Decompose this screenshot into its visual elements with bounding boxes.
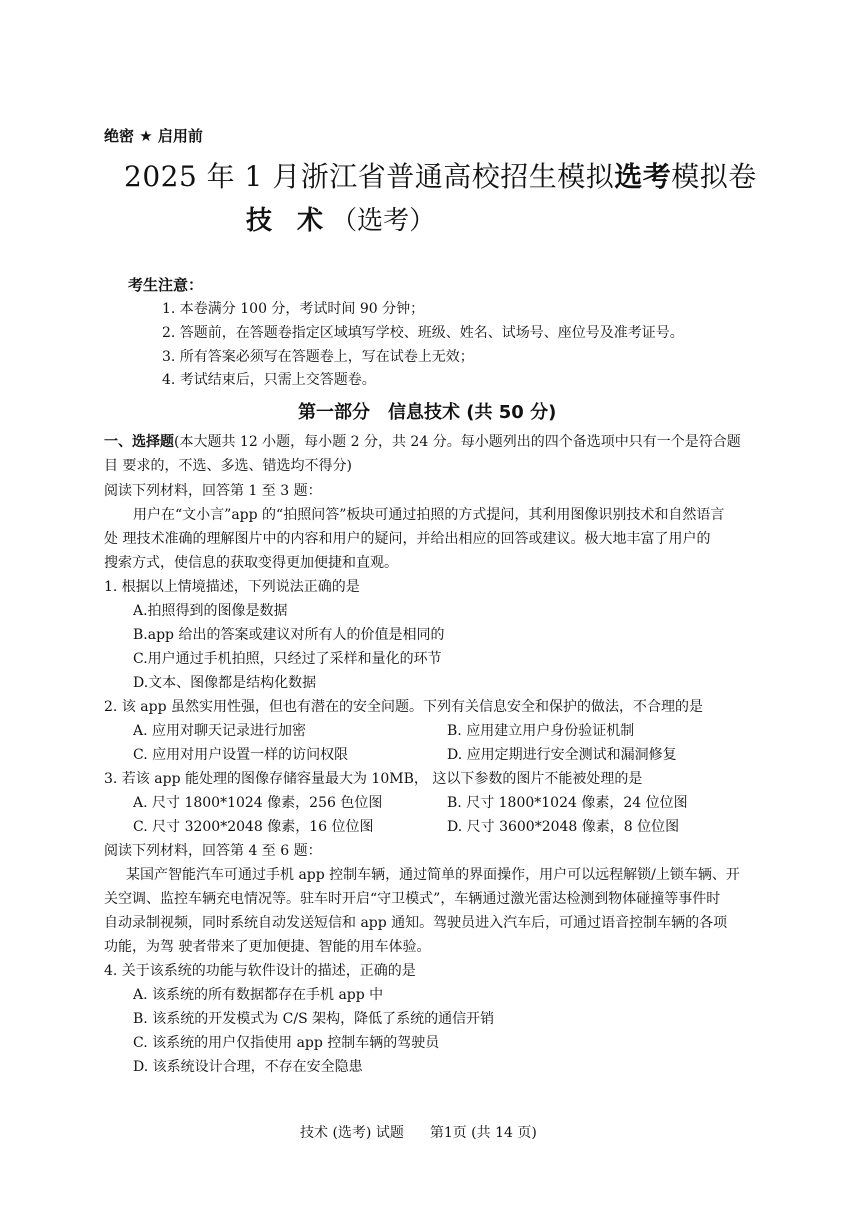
- option: B. 尺寸 1800*1024 像素，24 位位图: [447, 795, 688, 811]
- part-heading: 第一部分 信息技术 (共 50 分): [298, 402, 557, 423]
- subtitle-paren: （选考）: [331, 206, 436, 236]
- option: D.文本、图像都是结构化数据: [133, 675, 317, 691]
- notice-item: 3. 所有答案必须写在答题卷上，写在试卷上无效；: [162, 349, 474, 365]
- section-intro: [104, 431, 741, 451]
- page-footer: [300, 1122, 563, 1142]
- section-label: 一、选择题: [104, 434, 174, 450]
- footer-page-number: 第1页 (共 14 页): [429, 1125, 537, 1141]
- title-part1: 2025 年 1 月浙江省普通高校招生模拟: [124, 160, 615, 193]
- material-line: 功能，为驾 驶者带来了更加便捷、智能的用车体验。: [104, 939, 431, 955]
- option: D. 尺寸 3600*2048 像素，8 位位图: [447, 819, 680, 835]
- question-stem: 3. 若该 app 能处理的图像存储容量最大为 10MB， 这以下参数的图片不能被处理的是: [104, 771, 643, 787]
- option: B. 应用建立用户身份验证机制: [447, 723, 635, 739]
- material-line: 搜索方式，使信息的获取变得更加便捷和直观。: [104, 555, 398, 571]
- notice-item: 2. 答题前，在答题卷指定区域填写学校、班级、姓名、试场号、座位号及准考证号。: [162, 325, 684, 341]
- exam-subtitle: [246, 200, 435, 237]
- option: A. 该系统的所有数据都存在手机 app 中: [133, 987, 384, 1003]
- notice-heading: 考生注意：: [128, 276, 204, 294]
- option: B.app 给出的答案或建议对所有人的价值是相同的: [133, 627, 445, 643]
- title-bold: 选考: [614, 160, 672, 193]
- option: B. 该系统的开发模式为 C/S 架构，降低了系统的通信开销: [133, 1011, 495, 1027]
- option: A. 应用对聊天记录进行加密: [133, 723, 307, 739]
- title-part2: 模拟卷: [671, 160, 757, 193]
- section-desc-cont: 目 要求的，不选、多选、错选均不得分): [104, 458, 352, 474]
- option: D. 该系统设计合理，不存在安全隐患: [133, 1059, 363, 1075]
- notice-item: 4. 考试结束后，只需上交答题卷。: [162, 372, 376, 388]
- section-desc: (本大题共 12 小题，每小题 2 分，共 24 分。每小题列出的四个备选项中只有一个是符合题: [174, 434, 741, 450]
- option: C. 该系统的用户仅指使用 app 控制车辆的驾驶员: [133, 1035, 440, 1051]
- option: C. 应用对用户设置一样的访问权限: [133, 747, 349, 763]
- material-line: 某国产智能汽车可通过手机 app 控制车辆，通过简单的界面操作，用户可以远程解锁/上锁车辆、开: [126, 867, 740, 883]
- subtitle-main: 技 术: [246, 206, 332, 236]
- material-line: 处 理技术准确的理解图片中的内容和用户的疑问，并给出相应的回答或建议。极大地丰富了用户的: [104, 531, 711, 547]
- material-line: 用户在“文小言”app 的“拍照问答”板块可通过拍照的方式提问，其利用图像识别技术和自然语言: [133, 507, 725, 523]
- footer-subject: 技术 (选考) 试题: [300, 1125, 404, 1141]
- notice-item: 1. 本卷满分 100 分，考试时间 90 分钟；: [162, 301, 425, 317]
- material-intro: 阅读下列材料，回答第 4 至 6 题：: [104, 843, 322, 859]
- confidential-label: 绝密 ★ 启用前: [104, 127, 203, 145]
- option: D. 应用定期进行安全测试和漏洞修复: [447, 747, 677, 763]
- option: C. 尺寸 3200*2048 像素，16 位位图: [133, 819, 374, 835]
- material-intro: 阅读下列材料，回答第 1 至 3 题：: [104, 483, 322, 499]
- question-stem: 4. 关于该系统的功能与软件设计的描述，正确的是: [104, 963, 416, 979]
- option: C.用户通过手机拍照，只经过了采样和量化的环节: [133, 651, 442, 667]
- option: A.拍照得到的图像是数据: [133, 603, 288, 619]
- exam-title: [124, 155, 757, 195]
- material-line: 自动录制视频，同时系统自动发送短信和 app 通知。驾驶员进入汽车后，可通过语音控制车辆的各项: [104, 915, 728, 931]
- option: A. 尺寸 1800*1024 像素，256 色位图: [133, 795, 383, 811]
- material-line: 关空调、监控车辆充电情况等。驻车时开启“守卫模式”，车辆通过激光雷达检测到物体碰撞等事件时: [104, 891, 721, 907]
- question-stem: 2. 该 app 虽然实用性强，但也有潜在的安全问题。下列有关信息安全和保护的做法，不合理的是: [104, 699, 703, 715]
- question-stem: 1. 根据以上情境描述，下列说法正确的是: [104, 579, 360, 595]
